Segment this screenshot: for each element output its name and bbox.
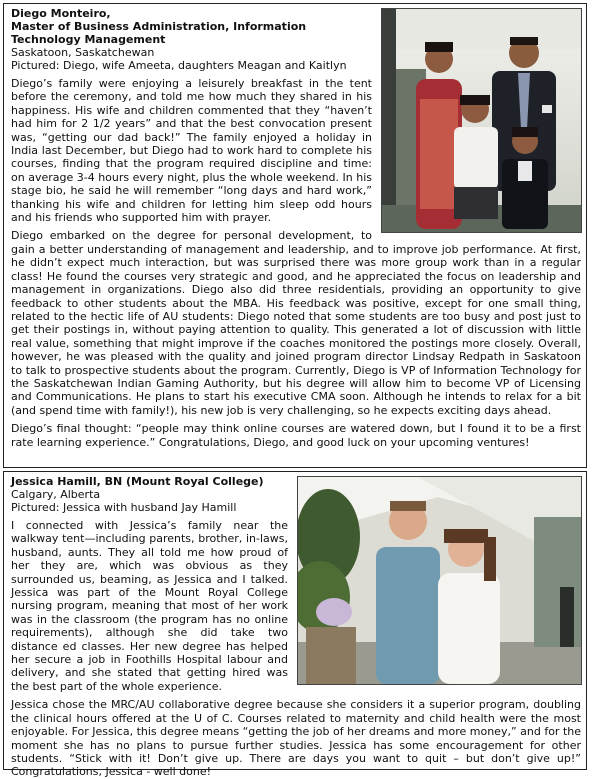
photo-jessica-husband bbox=[297, 476, 582, 685]
profile-jessica bbox=[3, 471, 587, 779]
profile-paragraph: Diego’s family were enjoying a leisurely breakfast in the tent before the ceremony, and told me how much they shared in his happiness. His wife and children commented that they “haven’t had him for 2 1/2 years” and that the best convocation present was, “getting our dad back!” The family enjoyed a holiday in India last December, but Diego had to work hard to complete his courses, finding that the program required discipline and time: on average 3-4 hours every night, plus the whole weekend. In his stage bio, he said he will remember “long days and hard work,” thanking his wife and children for letting him sleep odd hours and his friends who supported him with prayer. bbox=[11, 77, 372, 225]
profile-location: Saskatoon, Saskatchewan bbox=[11, 46, 155, 59]
profile-degree: Master of Business Administration, Information Technology Management bbox=[11, 20, 307, 46]
profile-pictured: Pictured: Diego, wife Ameeta, daughters Meagan and Kaitlyn bbox=[11, 59, 347, 72]
profile-name: Diego Monteiro, bbox=[11, 7, 111, 20]
profile-paragraph: Diego’s final thought: “people may think online courses are watered down, but I found it to be a first rate learning experience.” Congratulations, Diego, and good luck on your upcoming ventures! bbox=[11, 422, 581, 449]
profile-paragraph: Jessica chose the MRC/AU collaborative degree because she considers it a superior program, doubling the clinical hours offered at the U of C. Courses related to maternity and child health were the most enjoyable. For Jessica, this degree means “getting the job of her dreams and more money,” and for the moment she has no plans to pursue further studies. Jessica has some encouragement for other students. “Stick with it! Don’t give up. There are days you want to quit – but don’t give up!” Congratulations, Jessica - well done! bbox=[11, 698, 582, 779]
profile-paragraph: I connected with Jessica’s family near the walkway tent—including parents, brother, in-laws, husband, aunts. They all told me how proud of her they are, which was obvious as they surrounded us, beaming, as Jessica and I talked. Jessica was part of the Mount Royal College nursing program, meaning that most of her work was in the classroom (the program has no online requirements), although she did take two distance ed classes. Her new degree has helped her secure a job in Foothills Hospital labour and delivery, and she stated that getting hired was the best part of the whole experience. bbox=[11, 519, 288, 693]
profile-pictured: Pictured: Jessica with husband Jay Hamill bbox=[11, 501, 237, 514]
photo-diego-family bbox=[381, 8, 582, 233]
profile-diego bbox=[3, 3, 587, 468]
photo-jessica-husband-image bbox=[298, 477, 581, 684]
profile-name: Jessica Hamill, BN (Mount Royal College) bbox=[11, 475, 264, 488]
profile-paragraph: Diego embarked on the degree for personal development, to gain a better understanding of management and leadership, and to improve job performance. At first, he didn’t expect much interaction, but was surprised there was more group work than in a regular class! He found the courses very strategic and good, and he appreciated the focus on leadership and management in organizations. Diego also did three residentials, providing an opportunity to give feedback to other students about the MBA. His feedback was positive, except for one small thing, related to the hectic life of AU students: Diego noted that some students are too busy and post just to get their postings in, without paying attention to quality. This generated a lot of discussion with little real value, something that might improve if the coaches monitored the postings more closely. Overall, however, he was pleased with the quality and joined program director Lindsay Redpath in Saskatoon to talk to prospective students about the program. Currently, Diego is VP of Information Technology for the Saskatchewan Indian Gaming Authority, but his degree will allow him to become VP of Licensing and Communications. He plans to start his executive CMA soon. Although he intends to relax for a bit (and spend time with family!), his new job is very challenging, so he expects exciting days ahead. bbox=[11, 229, 581, 417]
photo-diego-family-image bbox=[382, 9, 581, 232]
profile-location: Calgary, Alberta bbox=[11, 488, 101, 501]
